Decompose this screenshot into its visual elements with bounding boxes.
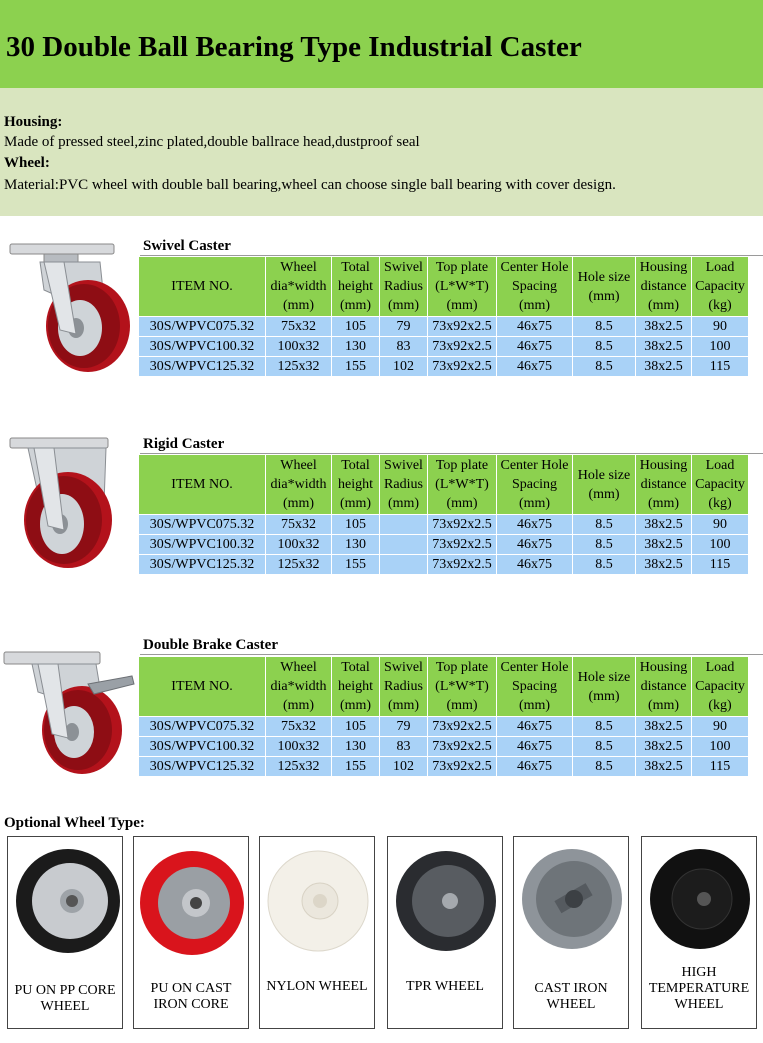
wheel-card-pu-pp bbox=[7, 836, 123, 1029]
table-cell: 8.5 bbox=[573, 535, 635, 554]
table-cell: 8.5 bbox=[573, 317, 635, 336]
table-cell: 46x75 bbox=[497, 555, 572, 574]
table-cell: 38x2.5 bbox=[636, 737, 691, 756]
wheel-card-high-temp bbox=[641, 836, 757, 1029]
table-cell: 38x2.5 bbox=[636, 317, 691, 336]
table-cell: 73x92x2.5 bbox=[428, 317, 496, 336]
table-cell: 46x75 bbox=[497, 737, 572, 756]
wheel-label-line: WHEEL bbox=[40, 999, 90, 1014]
housing-text: Made of pressed steel,zinc plated,double ballrace head,dustproof seal bbox=[4, 134, 420, 150]
table-cell: 100x32 bbox=[266, 737, 331, 756]
hole-size-header: Hole size (mm) bbox=[573, 455, 635, 514]
wheel-heading: Wheel: bbox=[4, 155, 50, 171]
table-row bbox=[139, 337, 748, 356]
swivel-radius-header: Swivel Radius (mm) bbox=[380, 455, 427, 514]
table-cell: 83 bbox=[380, 737, 427, 756]
item-no-header: ITEM NO. bbox=[139, 257, 265, 316]
table-cell: 38x2.5 bbox=[636, 717, 691, 736]
section-title-brake: Double Brake Caster bbox=[143, 637, 278, 653]
table-cell: 100 bbox=[692, 737, 748, 756]
table-cell: 90 bbox=[692, 317, 748, 336]
table-cell: 100x32 bbox=[266, 535, 331, 554]
table-cell: 30S/WPVC100.32 bbox=[139, 737, 265, 756]
section-title-rigid: Rigid Caster bbox=[143, 436, 225, 452]
center-hole-header: Center Hole Spacing (mm) bbox=[497, 657, 572, 716]
cast-iron-wheel-icon bbox=[516, 839, 626, 959]
table-cell: 105 bbox=[332, 717, 379, 736]
top-plate-header: Top plate (L*W*T) (mm) bbox=[428, 257, 496, 316]
table-cell: 30S/WPVC075.32 bbox=[139, 515, 265, 534]
table-cell: 8.5 bbox=[573, 737, 635, 756]
housing-distance-header: Housing distance (mm) bbox=[636, 455, 691, 514]
table-cell: 125x32 bbox=[266, 555, 331, 574]
table-cell bbox=[380, 515, 427, 534]
table-row bbox=[139, 555, 748, 574]
table-cell: 38x2.5 bbox=[636, 357, 691, 376]
swivel-spec-table bbox=[138, 256, 749, 377]
table-cell: 100 bbox=[692, 535, 748, 554]
table-cell: 46x75 bbox=[497, 535, 572, 554]
table-cell: 90 bbox=[692, 515, 748, 534]
table-header-row bbox=[139, 455, 748, 514]
pu-cast-wheel-icon bbox=[136, 839, 246, 959]
title-bar bbox=[0, 0, 763, 88]
table-cell: 73x92x2.5 bbox=[428, 717, 496, 736]
wheel-label-line: NYLON WHEEL bbox=[266, 979, 368, 994]
table-cell: 8.5 bbox=[573, 357, 635, 376]
table-cell: 100 bbox=[692, 337, 748, 356]
section-divider bbox=[140, 654, 763, 655]
rigid-caster-image bbox=[8, 434, 136, 570]
table-cell: 46x75 bbox=[497, 515, 572, 534]
table-cell: 30S/WPVC100.32 bbox=[139, 337, 265, 356]
table-row bbox=[139, 535, 748, 554]
center-hole-header: Center Hole Spacing (mm) bbox=[497, 455, 572, 514]
table-cell: 105 bbox=[332, 317, 379, 336]
wheel-text: Material:PVC wheel with double ball bearing,wheel can choose single ball bearing with cover design. bbox=[4, 177, 616, 193]
brake-caster-image bbox=[2, 648, 136, 778]
total-height-header: Total height (mm) bbox=[332, 455, 379, 514]
table-cell: 38x2.5 bbox=[636, 515, 691, 534]
total-height-header: Total height (mm) bbox=[332, 257, 379, 316]
hole-size-header: Hole size (mm) bbox=[573, 257, 635, 316]
table-cell: 38x2.5 bbox=[636, 757, 691, 776]
table-cell: 73x92x2.5 bbox=[428, 357, 496, 376]
swivel-radius-header: Swivel Radius (mm) bbox=[380, 257, 427, 316]
wheel-label-line: CAST IRON bbox=[534, 981, 608, 996]
table-row bbox=[139, 717, 748, 736]
brake-spec-table bbox=[138, 656, 749, 777]
table-cell: 8.5 bbox=[573, 515, 635, 534]
table-header-row bbox=[139, 657, 748, 716]
wheel-label-line: IRON CORE bbox=[153, 997, 229, 1012]
wheel-size-header: Wheel dia*width (mm) bbox=[266, 257, 331, 316]
table-cell: 102 bbox=[380, 357, 427, 376]
table-cell: 115 bbox=[692, 757, 748, 776]
table-cell: 83 bbox=[380, 337, 427, 356]
table-cell: 79 bbox=[380, 317, 427, 336]
table-cell: 155 bbox=[332, 357, 379, 376]
wheel-label-line: PU ON CAST bbox=[150, 981, 232, 996]
table-cell: 30S/WPVC075.32 bbox=[139, 717, 265, 736]
wheel-label-line: WHEEL bbox=[674, 997, 724, 1012]
wheel-card-tpr bbox=[387, 836, 503, 1029]
wheel-card-pu-cast bbox=[133, 836, 249, 1029]
center-hole-header: Center Hole Spacing (mm) bbox=[497, 257, 572, 316]
table-cell: 73x92x2.5 bbox=[428, 535, 496, 554]
item-no-header: ITEM NO. bbox=[139, 455, 265, 514]
table-cell: 130 bbox=[332, 535, 379, 554]
page-title: 30 Double Ball Bearing Type Industrial Caster bbox=[6, 31, 582, 63]
table-cell: 105 bbox=[332, 515, 379, 534]
housing-distance-header: Housing distance (mm) bbox=[636, 657, 691, 716]
table-cell: 30S/WPVC125.32 bbox=[139, 757, 265, 776]
table-row bbox=[139, 357, 748, 376]
wheel-label-line: PU ON PP CORE bbox=[14, 983, 116, 998]
table-cell: 125x32 bbox=[266, 357, 331, 376]
table-header-row bbox=[139, 257, 748, 316]
load-capacity-header: Load Capacity (kg) bbox=[692, 257, 748, 316]
table-cell: 30S/WPVC125.32 bbox=[139, 555, 265, 574]
table-cell: 100x32 bbox=[266, 337, 331, 356]
table-cell: 130 bbox=[332, 337, 379, 356]
table-cell: 125x32 bbox=[266, 757, 331, 776]
nylon-wheel-icon bbox=[262, 839, 372, 959]
hole-size-header: Hole size (mm) bbox=[573, 657, 635, 716]
table-cell: 46x75 bbox=[497, 757, 572, 776]
pu-pp-wheel-icon bbox=[10, 839, 120, 959]
housing-distance-header: Housing distance (mm) bbox=[636, 257, 691, 316]
wheel-label-line: TPR WHEEL bbox=[406, 979, 484, 994]
table-cell bbox=[380, 535, 427, 554]
wheel-card-cast-iron bbox=[513, 836, 629, 1029]
table-cell: 155 bbox=[332, 555, 379, 574]
table-cell: 75x32 bbox=[266, 717, 331, 736]
wheel-size-header: Wheel dia*width (mm) bbox=[266, 657, 331, 716]
table-cell: 8.5 bbox=[573, 555, 635, 574]
table-cell: 38x2.5 bbox=[636, 555, 691, 574]
wheel-size-header: Wheel dia*width (mm) bbox=[266, 455, 331, 514]
table-cell: 75x32 bbox=[266, 515, 331, 534]
description-panel bbox=[0, 88, 763, 216]
table-cell: 79 bbox=[380, 717, 427, 736]
housing-heading: Housing: bbox=[4, 114, 63, 130]
high-temp-wheel-icon bbox=[644, 839, 754, 959]
table-cell: 75x32 bbox=[266, 317, 331, 336]
top-plate-header: Top plate (L*W*T) (mm) bbox=[428, 657, 496, 716]
rigid-spec-table bbox=[138, 454, 749, 575]
swivel-caster-image bbox=[4, 240, 136, 376]
swivel-radius-header: Swivel Radius (mm) bbox=[380, 657, 427, 716]
total-height-header: Total height (mm) bbox=[332, 657, 379, 716]
item-no-header: ITEM NO. bbox=[139, 657, 265, 716]
table-row bbox=[139, 757, 748, 776]
table-cell: 46x75 bbox=[497, 357, 572, 376]
table-cell: 73x92x2.5 bbox=[428, 757, 496, 776]
table-cell: 8.5 bbox=[573, 337, 635, 356]
wheel-label-line: WHEEL bbox=[546, 997, 596, 1012]
table-cell: 73x92x2.5 bbox=[428, 337, 496, 356]
table-cell: 130 bbox=[332, 737, 379, 756]
table-row bbox=[139, 317, 748, 336]
table-cell: 30S/WPVC125.32 bbox=[139, 357, 265, 376]
table-cell: 115 bbox=[692, 357, 748, 376]
table-cell: 8.5 bbox=[573, 757, 635, 776]
table-cell: 30S/WPVC075.32 bbox=[139, 317, 265, 336]
table-cell: 90 bbox=[692, 717, 748, 736]
table-cell: 73x92x2.5 bbox=[428, 737, 496, 756]
table-cell: 102 bbox=[380, 757, 427, 776]
optional-wheel-title: Optional Wheel Type: bbox=[4, 815, 145, 831]
table-row bbox=[139, 515, 748, 534]
section-title-swivel: Swivel Caster bbox=[143, 238, 231, 254]
load-capacity-header: Load Capacity (kg) bbox=[692, 657, 748, 716]
table-cell: 115 bbox=[692, 555, 748, 574]
table-cell: 46x75 bbox=[497, 717, 572, 736]
wheel-label-line: HIGH bbox=[681, 965, 717, 980]
table-cell bbox=[380, 555, 427, 574]
load-capacity-header: Load Capacity (kg) bbox=[692, 455, 748, 514]
table-cell: 30S/WPVC100.32 bbox=[139, 535, 265, 554]
wheel-card-nylon bbox=[259, 836, 375, 1029]
table-cell: 46x75 bbox=[497, 317, 572, 336]
table-cell: 38x2.5 bbox=[636, 337, 691, 356]
table-cell: 8.5 bbox=[573, 717, 635, 736]
wheel-label-line: TEMPERATURE bbox=[648, 981, 750, 996]
table-cell: 155 bbox=[332, 757, 379, 776]
table-cell: 73x92x2.5 bbox=[428, 555, 496, 574]
tpr-wheel-icon bbox=[390, 839, 500, 959]
table-cell: 73x92x2.5 bbox=[428, 515, 496, 534]
table-cell: 46x75 bbox=[497, 337, 572, 356]
top-plate-header: Top plate (L*W*T) (mm) bbox=[428, 455, 496, 514]
table-row bbox=[139, 737, 748, 756]
table-cell: 38x2.5 bbox=[636, 535, 691, 554]
